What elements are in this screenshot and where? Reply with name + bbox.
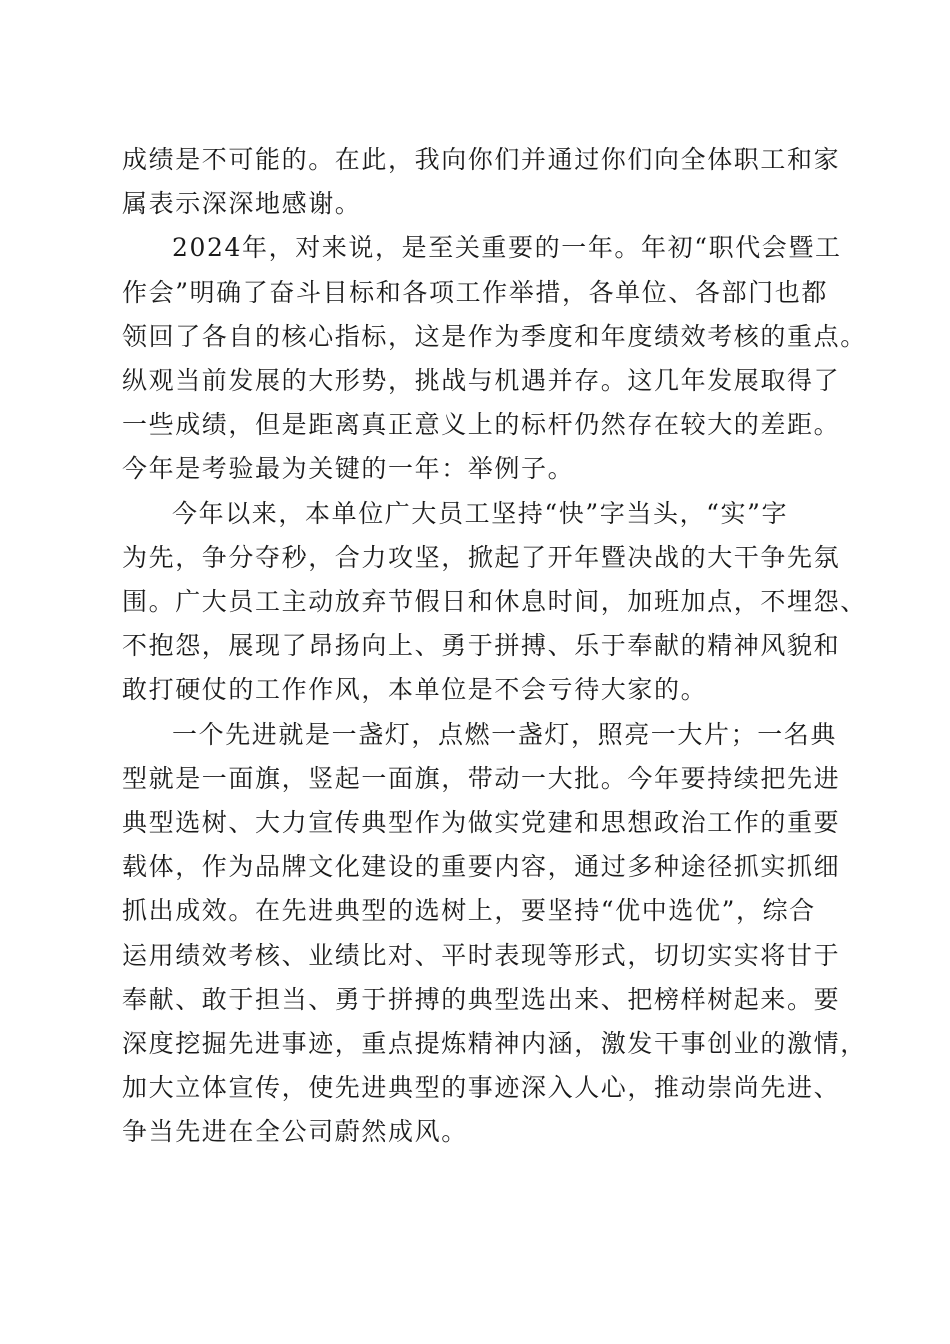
- text-line: 作会”明确了奋斗目标和各项工作举措，各单位、各部门也都: [122, 277, 828, 307]
- text-line: 一些成绩，但是距离真正意义上的标杆仍然存在较大的差距。: [122, 410, 841, 440]
- text-line: 一个先进就是一盏灯，点燃一盏灯，照亮一大片；一名典: [172, 719, 838, 749]
- text-line: 为先，争分夺秒，合力攻坚，掀起了开年暨决战的大干争先氛: [122, 542, 841, 572]
- text-line: 围。广大员工主动放弃节假日和休息时间，加班加点，不埋怨、: [122, 587, 867, 616]
- text-line: 争当先进在全公司蔚然成风。: [122, 1117, 468, 1147]
- text-line: 深度挖掘先进事迹，重点提炼精神内涵，激发干事创业的激情，: [122, 1029, 867, 1058]
- text-line: 今年是考验最为关键的一年：举例子。: [122, 454, 575, 484]
- text-line: 成绩是不可能的。在此，我向你们并通过你们向全体职工和家: [122, 145, 841, 174]
- text-line: 抓出成效。在先进典型的选树上，要坚持“优中选优”，综合: [122, 896, 816, 926]
- text-line: 属表示深深地感谢。: [122, 189, 362, 219]
- text-line: 运用绩效考核、业绩比对、平时表现等形式，切切实实将甘于: [122, 940, 841, 970]
- text-line: 载体，作为品牌文化建设的重要内容，通过多种途径抓实抓细: [122, 852, 841, 882]
- text-line: 纵观当前发展的大形势，挑战与机遇并存。这几年发展取得了: [122, 366, 841, 395]
- text-line: 型就是一面旗，竖起一面旗，带动一大批。今年要持续把先进: [122, 763, 841, 793]
- text-line: 加大立体宣传，使先进典型的事迹深入人心，推动崇尚先进、: [122, 1073, 841, 1103]
- text-line: 2024年，对来说，是至关重要的一年。年初“职代会暨工: [172, 233, 842, 263]
- text-line: 今年以来，本单位广大员工坚持“快”字当头，“实”字: [172, 498, 789, 528]
- text-line: 领回了各自的核心指标，这是作为季度和年度绩效考核的重点。: [122, 321, 867, 351]
- text-line: 典型选树、大力宣传典型作为做实党建和思想政治工作的重要: [122, 808, 841, 837]
- text-line: 不抱怨，展现了昂扬向上、勇于拼搏、乐于奉献的精神风貌和: [122, 631, 841, 661]
- text-line: 奉献、敢于担当、勇于拼搏的典型选出来、把榜样树起来。要: [122, 984, 841, 1014]
- text-line: 敢打硬仗的工作作风，本单位是不会亏待大家的。: [122, 675, 708, 705]
